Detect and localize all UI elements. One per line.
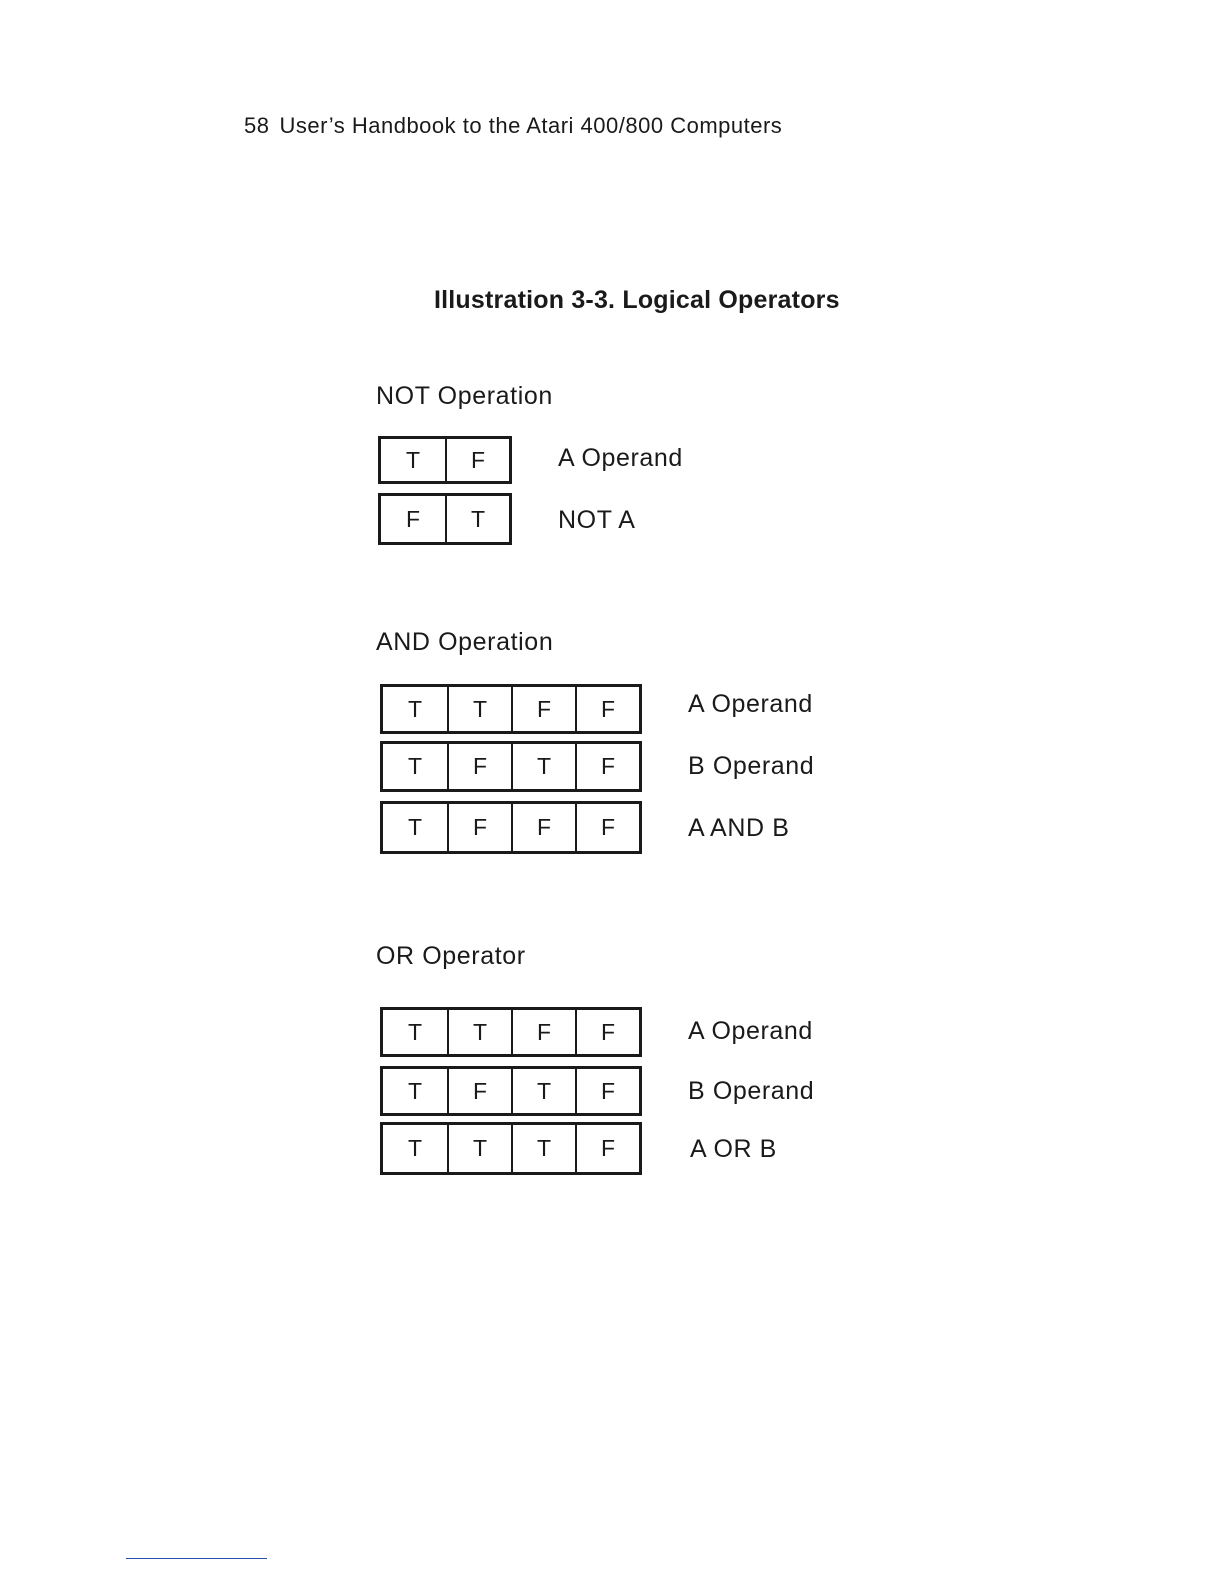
truth-cell: T [407,1135,423,1161]
and-row-label-result: A AND B [688,814,790,842]
running-header [244,113,782,139]
page-number: 58 [244,113,270,138]
not-row-result [378,493,512,545]
and-section-heading: AND Operation [376,628,554,656]
not-row-label-result: NOT A [558,506,636,534]
not-row-label-a-operand: A Operand [558,444,683,472]
and-row-label-a-operand: A Operand [688,690,813,718]
truth-cell: T [407,753,423,779]
truth-cell: F [405,505,421,532]
and-row-b-operand [380,741,642,792]
truth-cell: F [445,439,509,481]
not-row-a-operand [378,436,512,484]
running-title: User’s Handbook to the Atari 400/800 Computers [279,113,783,138]
truth-cell: F [575,687,639,731]
truth-cell: T [511,1069,575,1113]
truth-cell: F [447,1069,511,1113]
or-row-label-result: A OR B [690,1135,777,1163]
truth-cell: F [511,804,575,851]
truth-cell: T [511,1125,575,1172]
truth-cell: F [575,744,639,789]
truth-cell: T [407,695,423,722]
truth-cell: T [511,744,575,789]
and-row-label-b-operand: B Operand [688,752,815,780]
figure-title: Illustration 3-3. Logical Operators [434,286,840,314]
truth-cell: T [407,1018,423,1045]
truth-cell: T [405,446,421,473]
truth-cell: T [447,1125,511,1172]
or-row-b-operand [380,1066,642,1116]
truth-cell: F [447,744,511,789]
truth-cell: F [575,1069,639,1113]
truth-cell: F [575,1125,639,1172]
and-row-a-operand [380,684,642,734]
truth-cell: T [447,1010,511,1054]
truth-cell: T [407,1077,423,1104]
or-row-label-a-operand: A Operand [688,1017,813,1045]
or-section-heading: OR Operator [376,942,526,970]
truth-cell: F [447,804,511,851]
or-row-label-b-operand: B Operand [688,1077,815,1105]
truth-cell: T [445,496,509,542]
truth-cell: T [407,814,423,840]
or-row-result [380,1122,642,1175]
truth-cell: F [575,804,639,851]
footnote-rule [126,1558,267,1559]
and-row-result [380,801,642,854]
truth-cell: F [575,1010,639,1054]
or-row-a-operand [380,1007,642,1057]
truth-cell: T [447,687,511,731]
truth-cell: F [511,1010,575,1054]
truth-cell: F [511,687,575,731]
not-section-heading: NOT Operation [376,382,553,410]
